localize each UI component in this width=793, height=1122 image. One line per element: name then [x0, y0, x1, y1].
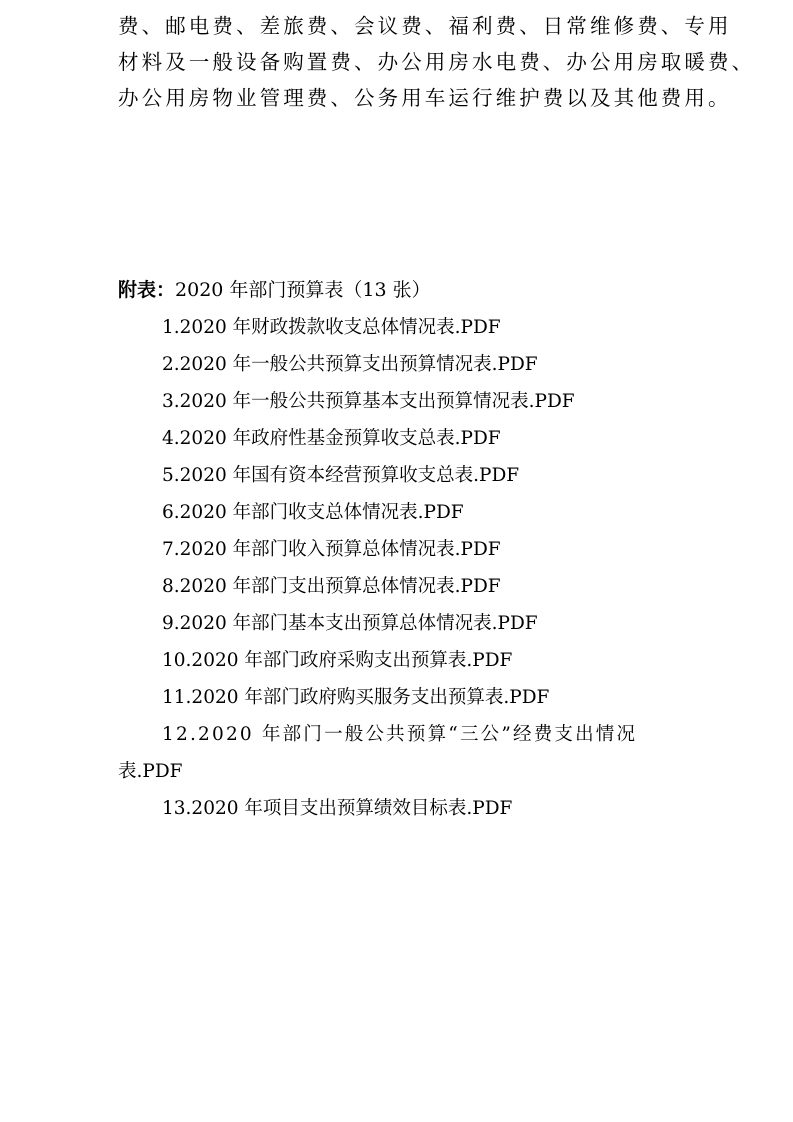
appendix-title	[118, 272, 678, 309]
appendix-title-label: 附表：	[118, 279, 176, 301]
file-link-3[interactable]: 3.2020 年一般公共预算基本支出预算情况表.PDF	[162, 391, 575, 412]
intro-line: 材料及一般设备购置费、办公用房水电费、办公用房取暖费、	[118, 50, 756, 74]
file-link-9[interactable]: 9.2020 年部门基本支出预算总体情况表.PDF	[162, 613, 538, 634]
appendix-file-list	[118, 309, 678, 827]
file-link-4[interactable]: 4.2020 年政府性基金预算收支总表.PDF	[162, 428, 501, 449]
file-link-2[interactable]: 2.2020 年一般公共预算支出预算情况表.PDF	[162, 354, 538, 375]
file-link-12-line1: 12.2020 年部门一般公共预算“三公”经费支出情况	[162, 724, 638, 745]
file-link-12[interactable]	[118, 716, 678, 790]
file-link-8[interactable]: 8.2020 年部门支出预算总体情况表.PDF	[162, 576, 501, 597]
file-link-12-line2: 表.PDF	[118, 761, 183, 782]
intro-paragraph	[118, 8, 756, 116]
file-link-7[interactable]: 7.2020 年部门收入预算总体情况表.PDF	[162, 539, 501, 560]
file-link-13[interactable]: 13.2020 年项目支出预算绩效目标表.PDF	[162, 798, 513, 819]
file-link-10[interactable]: 10.2020 年部门政府采购支出预算表.PDF	[162, 650, 513, 671]
file-link-1[interactable]: 1.2020 年财政拨款收支总体情况表.PDF	[162, 317, 501, 338]
file-link-6[interactable]: 6.2020 年部门收支总体情况表.PDF	[162, 502, 464, 523]
intro-line: 费、邮电费、差旅费、会议费、福利费、日常维修费、专用	[118, 14, 732, 38]
appendix-section	[118, 272, 678, 827]
appendix-title-text: 2020 年部门预算表（13 张）	[175, 279, 431, 301]
intro-line: 办公用房物业管理费、公务用车运行维护费以及其他费用。	[118, 86, 732, 110]
file-link-11[interactable]: 11.2020 年部门政府购买服务支出预算表.PDF	[162, 687, 550, 708]
file-link-5[interactable]: 5.2020 年国有资本经营预算收支总表.PDF	[162, 465, 520, 486]
